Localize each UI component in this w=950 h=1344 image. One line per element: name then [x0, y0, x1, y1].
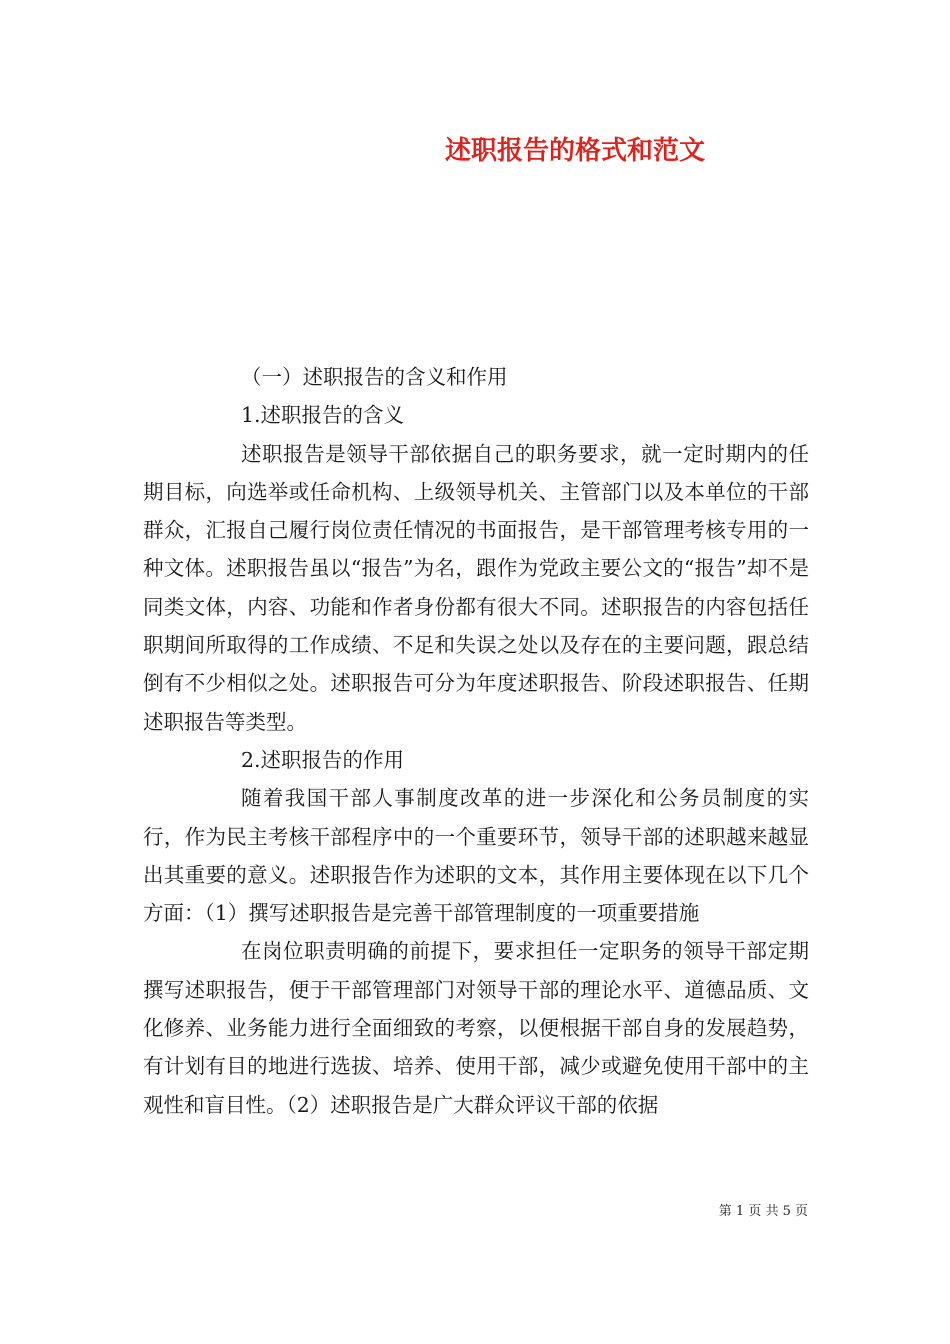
paragraph-meaning: 述职报告是领导干部依据自己的职务要求，就一定时期内的任期目标，向选举或任命机构、上级领导机关、主管部门以及本单位的干部群众，汇报自己履行岗位责任情况的书面报告，是干部管理考核专用的一种文体。述职报告虽以“报告”为名，跟作为党政主要公文的“报告”却不是同类文体，内容、功能和作者身份都有很大不同。述职报告的内容包括任职期间所取得的工作成绩、不足和失误之处以及存在的主要问题，跟总结倒有不少相似之处。述职报告可分为年度述职报告、阶段述职报告、任期述职报告等类型。	[143, 441, 809, 734]
page-title: 述职报告的格式和范文	[444, 136, 705, 166]
document-body	[143, 358, 809, 1124]
paragraph-function: 随着我国干部人事制度改革的进一步深化和公务员制度的实行，作为民主考核干部程序中的一个重要环节，领导干部的述职越来越显出其重要的意义。述职报告作为述职的文本，其作用主要体现在以下几个方面：（1）撰写述职报告是完善干部管理制度的一项重要措施	[143, 786, 809, 926]
section-heading: （一）述职报告的含义和作用	[241, 365, 508, 389]
paragraph-requirements: 在岗位职责明确的前提下，要求担任一定职务的领导干部定期撰写述职报告，便于干部管理部门对领导干部的理论水平、道德品质、文化修养、业务能力进行全面细致的考察，以便根据干部自身的发展趋势，有计划有目的地进行选拔、培养、使用干部，减少或避免使用干部中的主观性和盲目性。（2）述职报告是广大群众评议干部的依据	[143, 939, 809, 1117]
subsection-heading-meaning: 1.述职报告的含义	[241, 403, 405, 428]
subsection-heading-function: 2.述职报告的作用	[241, 747, 405, 772]
page-footer: 第 1 页 共 5 页	[718, 1204, 808, 1219]
